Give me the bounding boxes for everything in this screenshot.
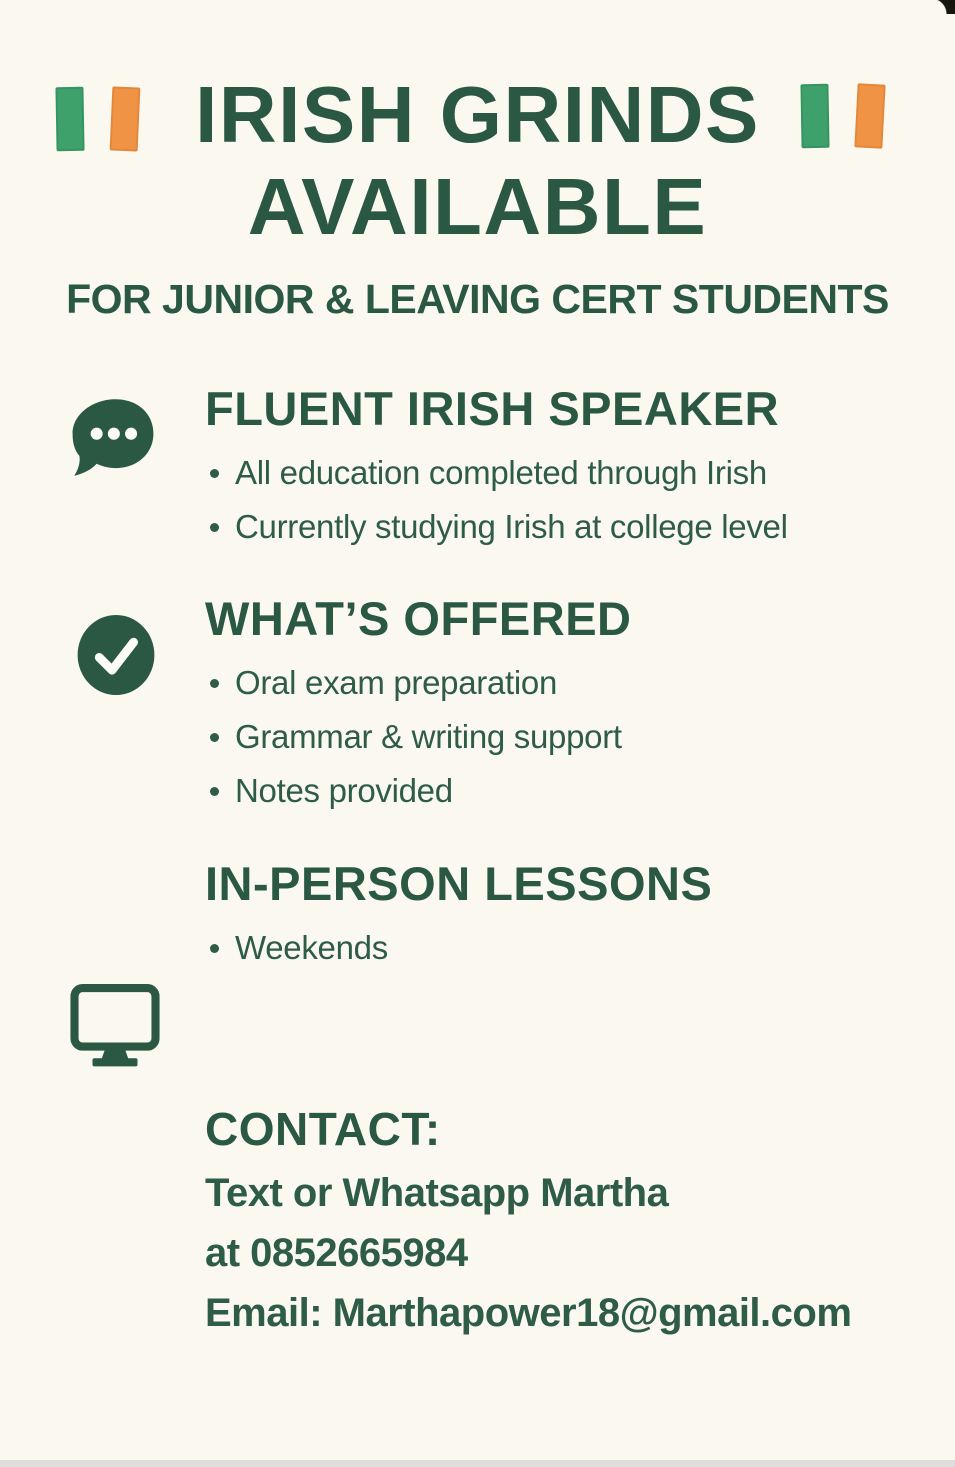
- bullet-list: [205, 446, 927, 554]
- contact-section: [205, 1104, 927, 1343]
- title-line-2: AVAILABLE: [247, 162, 708, 251]
- monitor-icon: [70, 983, 160, 1067]
- contact-phone-number: at 0852665984: [205, 1231, 468, 1275]
- bullet-item: Oral exam preparation: [205, 656, 927, 710]
- bullet-item: Currently studying Irish at college level: [205, 500, 927, 554]
- section-heading: WHAT’S OFFERED: [205, 592, 632, 645]
- bullet-list: [205, 656, 927, 818]
- title-line-1: IRISH GRINDS: [195, 70, 760, 159]
- bullet-item: Weekends: [205, 921, 927, 975]
- contact-line-whatsapp: Text or Whatsapp Martha: [205, 1171, 669, 1215]
- check-circle-icon: [76, 613, 156, 697]
- section-heading: FLUENT IRISH SPEAKER: [205, 382, 780, 435]
- contact-heading: CONTACT:: [205, 1103, 441, 1155]
- bottom-edge-artifact: [0, 1460, 955, 1467]
- bullet-list: [205, 921, 927, 975]
- section-whats-offered: [205, 594, 927, 818]
- section-heading: IN-PERSON LESSONS: [205, 857, 713, 910]
- bullet-item: All education completed through Irish: [205, 446, 927, 500]
- bullet-item: Notes provided: [205, 764, 927, 818]
- bullet-item: Grammar & writing support: [205, 710, 927, 764]
- subtitle: FOR JUNIOR & LEAVING CERT STUDENTS: [66, 276, 889, 322]
- speech-bubble-icon: [70, 396, 156, 480]
- page-title: [0, 69, 955, 253]
- corner-artifact: [931, 0, 955, 14]
- contact-email: Email: Marthapower18@gmail.com: [205, 1291, 852, 1335]
- section-fluent-irish-speaker: [205, 384, 927, 554]
- contact-lines: [205, 1163, 927, 1343]
- section-in-person-lessons: [205, 859, 927, 975]
